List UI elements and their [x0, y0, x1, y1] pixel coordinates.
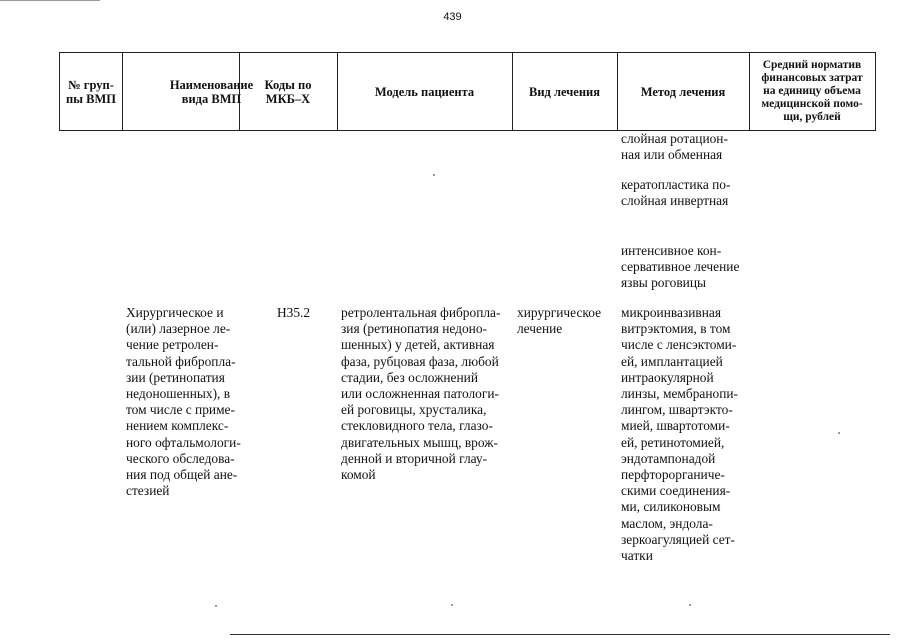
page-number: 439	[443, 11, 462, 23]
header-group-number: № груп- пы ВМП	[66, 77, 116, 106]
header-icd-codes: Коды по МКБ–Х	[264, 77, 312, 106]
header-patient-model: Модель пациента	[374, 84, 475, 99]
scan-speck	[215, 605, 217, 607]
method-continued-1: слойная ротацион- ная или обменная	[621, 131, 728, 163]
table-header	[59, 52, 876, 131]
bottom-edge-line	[230, 634, 890, 635]
scan-speck	[433, 174, 435, 176]
scan-speck	[451, 604, 453, 606]
header-treatment-method: Метод лечения	[640, 84, 726, 99]
treatment-method-cell: микроинвазивная витрэктомия, в том числе с ленсэктоми- ей, имплантацией интраокулярной линзы, мембранопи- лингом, швартэкто- мией, швартотоми- ей, ретинотомией, эндотампонадой перфторорганиче- скими соединения- ми, силиконовым маслом, эндола- зеркоагуляцией сет- чатки	[621, 305, 738, 564]
scan-speck	[838, 432, 840, 434]
patient-model-cell: ретролентальная фиброплa- зия (ретинопатия недоно- шенных) у детей, активная фаза, рубцовая фаза, любой стадии, без осложнений или осложненная патологи- ей роговицы, хрусталика, стекловидного тела, глазо- двигательных мышц, врож- денной и вторичной глау- комой	[341, 305, 501, 483]
header-financial-norm: Средний норматив финансовых затрат на единицу объема медицинской помо- щи, рублей	[761, 59, 863, 123]
icd-code-cell: H35.2	[277, 305, 311, 320]
top-edge-line	[0, 0, 100, 1]
header-vmp-name: Наименование вида ВМП	[169, 77, 254, 106]
method-continued-3: интенсивное кон- сервативное лечение язвы роговицы	[621, 243, 740, 291]
vmp-name-cell: Хирургическое и (или) лазерное ле- чение ретролен- тальной фиброплa- зии (ретинопатия недоношенных), в том числе с приме- нением комплекс- ного офтальмологи- ческого обследова- ния под общей ане- стезией	[126, 305, 241, 499]
header-treatment-type: Вид лечения	[528, 84, 600, 99]
method-continued-2: кератопластика по- слойная инвертная	[621, 177, 731, 209]
treatment-type-cell: хирургическое лечение	[517, 305, 602, 337]
scan-speck	[689, 604, 691, 606]
